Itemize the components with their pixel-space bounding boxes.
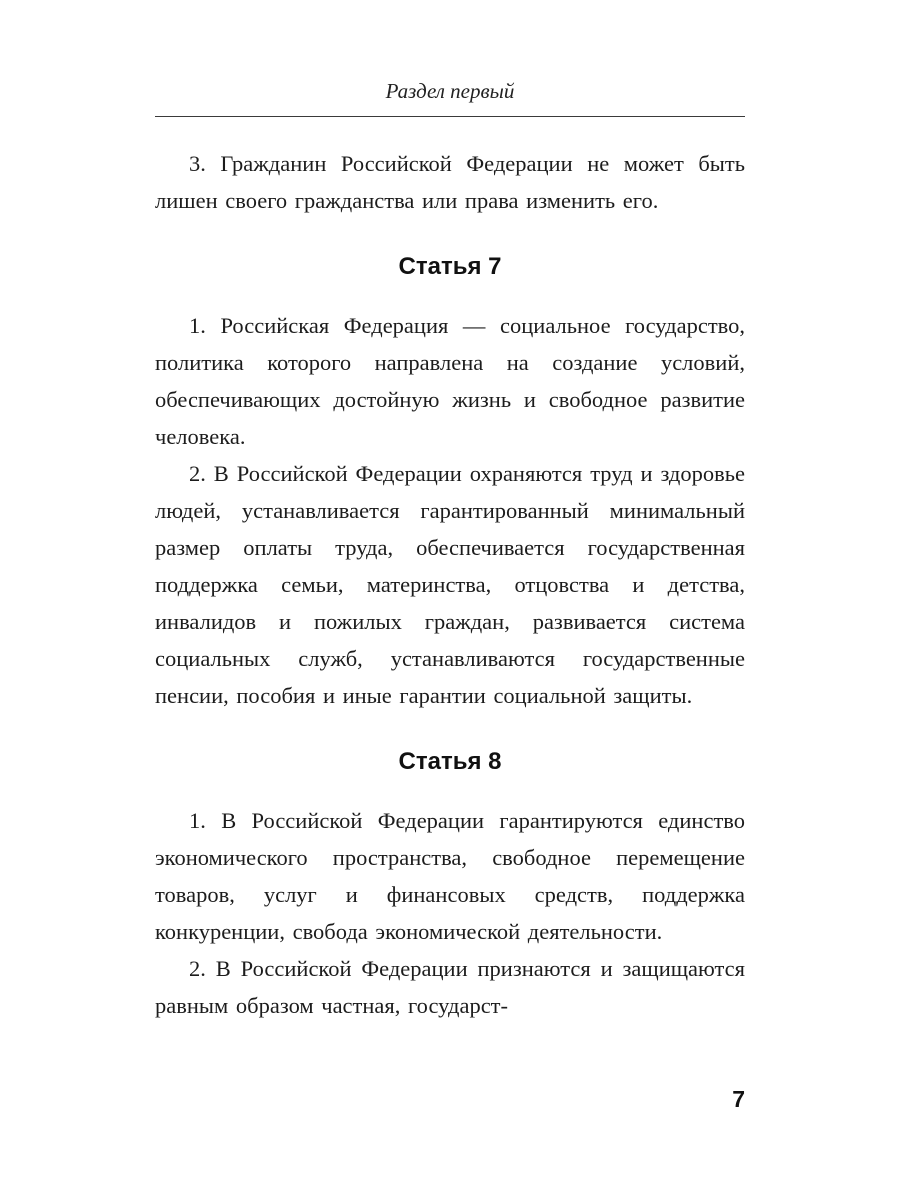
page-body: [155, 145, 745, 1024]
paragraph: 2. В Российской Федерации признаются и защищаются равным образом частная, государст-: [155, 956, 745, 1018]
article-heading-8: Статья 8: [398, 748, 502, 775]
paragraph: 1. В Российской Федерации гарантируются единство экономического пространства, свободное перемещение товаров, услуг и финансовых средств, поддержка конкуренции, свобода экономической деятельности.: [155, 808, 745, 944]
section-title: Раздел первый: [385, 79, 515, 103]
running-header: [155, 78, 745, 117]
text-column: [155, 78, 745, 1024]
paragraph: 2. В Российской Федерации охраняются труд и здоровье людей, устанавливается гарантированный минимальный размер оплаты труда, обеспечивается государственная поддержка семьи, материнства, отцовства и детства, инвалидов и пожилых граждан, развивается система социальных служб, устанавливаются государственные пенсии, пособия и иные гарантии социальной защиты.: [155, 461, 745, 708]
paragraph: 1. Российская Федерация — социальное государство, политика которого направлена на создание условий, обеспечивающих достойную жизнь и свободное развитие человека.: [155, 313, 745, 449]
article-heading-7: Статья 7: [398, 253, 502, 280]
page-number: 7: [732, 1086, 745, 1112]
paragraph: 3. Гражданин Российской Федерации не может быть лишен своего гражданства или права изменить его.: [155, 151, 745, 213]
